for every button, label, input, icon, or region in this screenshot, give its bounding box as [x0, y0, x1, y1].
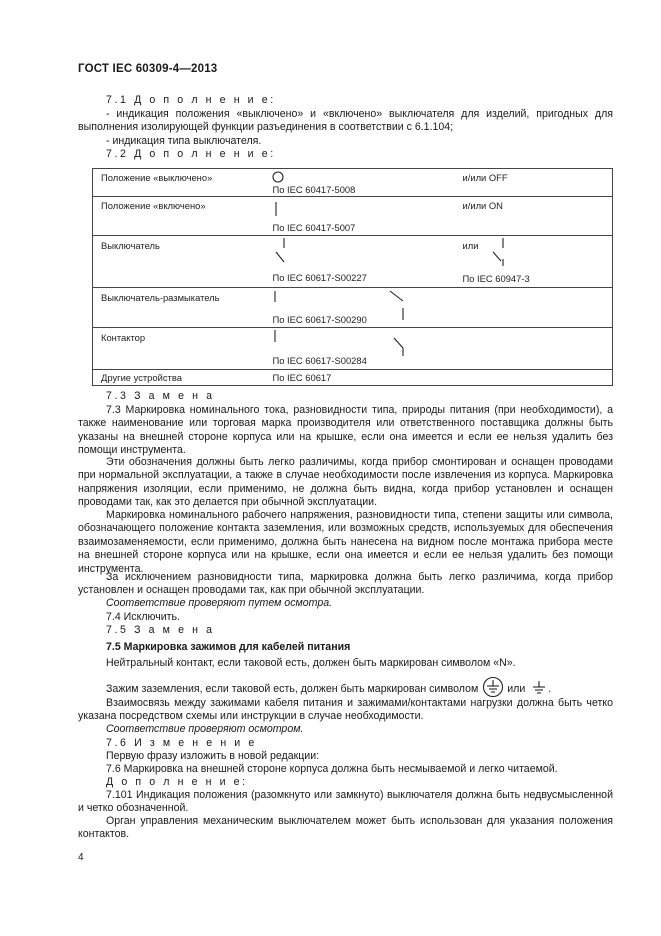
page-number: 4: [78, 852, 84, 863]
neutral-contact-text: Нейтральный контакт, если таковой есть, должен быть маркирован символом «N».: [106, 657, 516, 669]
section-7-2-heading: 7.2 Д о п о л н е н и е:: [106, 148, 276, 160]
row-ref: По IEC 60417-5007: [272, 222, 356, 233]
row-alt: и/или ON: [462, 200, 503, 211]
row-label: Контактор: [101, 332, 146, 343]
row-ref: По IEC 60617: [272, 372, 332, 383]
table-row: [93, 169, 613, 197]
section-7-5-heading: 7.5 З а м е н а: [106, 624, 215, 636]
section-7-4: 7.4 Исключить.: [106, 611, 180, 623]
terminals-relation: Взаимосвязь между зажимами кабеля питания и зажимами/контактами нагрузки должна быть четко указана посредством схемы или инструкции в случае необходимости.: [78, 697, 613, 723]
row-ref: По IEC 60617-S00290: [272, 314, 367, 325]
earth-terminal-line: [78, 676, 613, 698]
row-ref: По IEC 60617-S00284: [272, 355, 367, 366]
section-7-3-para-1: 7.3 Маркировка номинального тока, разновидности типа, природы питания (при необходимости), а также наименование или торговая марка производителя или ответственного поставщика должны быть указаны на внешней стороне корпуса или на крышке, если она имеется и если ее нельзя удалить без помощи инструмента.: [78, 404, 613, 457]
addition-item-1: - индикация положения «выключено» и «включено» выключателя для изделий, пригодных для выполнения изолирующей функции разъединения в соответствии с 6.1.104;: [78, 108, 613, 134]
section-7-5-title: 7.5 Маркировка зажимов для кабелей питания: [106, 641, 351, 653]
table-row: [93, 288, 613, 328]
earth-end: .: [548, 683, 552, 695]
table-row: [93, 370, 613, 386]
row-ref: По IEC 60617-S00227: [272, 272, 367, 283]
section-7-3-para-4: За исключением разновидности типа, маркировка должна быть легко различима, когда прибор установлен и оснащен проводами так, как при обычной эксплуатации.: [78, 571, 613, 597]
on-line-icon: [274, 202, 280, 218]
document-header: ГОСТ IEC 60309-4—2013: [78, 63, 218, 75]
section-7-3-para-3: Маркировка номинального рабочего напряжения, разновидности типа, степени защиты или символа, обозначающего положение контакта заземления, или возможных средств, используемых для обеспечения взаимозаменяемости, если применимо, должна быть нанесена на видном после монтажа прибора месте на внешней стороне корпуса или на крышке, если она имеется и если ее нельзя удалить без помощи инструмента.: [78, 509, 613, 575]
control-organ-text: Орган управления механическим выключателем может быть использован для указания положения контактов.: [78, 815, 613, 841]
table-row: [93, 197, 613, 236]
section-7-3-para-2: Эти обозначения должны быть легко различимы, когда прибор смонтирован и оснащен проводами при нормальной эксплуатации, а также в случае необходимости после извлечения из корпуса. Маркировка напряжения изоляции, если применимо, не должна быть видна, когда прибор установлен и оснащен проводами так, как это делается при обычной эксплуатации.: [78, 456, 613, 509]
row-label: Положение «включено»: [101, 200, 206, 211]
row-label: Выключатель: [101, 240, 160, 251]
table-row: [93, 236, 613, 288]
addition-heading: Д о п о л н е н и е:: [106, 776, 248, 788]
row-label: Выключатель-размыкатель: [101, 292, 220, 303]
symbols-table: [92, 168, 613, 386]
row-label: Другие устройства: [101, 372, 182, 383]
row-alt: или: [462, 240, 479, 251]
section-7-1-heading: 7.1 Д о п о л н е н и е:: [106, 94, 276, 106]
section-7-6-text: 7.6 Маркировка на внешней стороне корпуса должна быть несмываемой и легко читаемой.: [106, 763, 558, 775]
row-alt: и/или OFF: [462, 172, 508, 183]
table-row: [93, 328, 613, 370]
section-7-6-intro: Первую фразу изложить в новой редакции:: [106, 750, 320, 762]
protective-earth-icon: [482, 676, 506, 698]
row-ref-2: По IEC 60947-3: [462, 273, 530, 284]
off-circle-icon: [272, 171, 284, 183]
section-7-5-check: Соответствие проверяют осмотром.: [106, 723, 304, 735]
earth-text: Зажим заземления, если таковой есть, должен быть маркирован символом: [106, 683, 479, 695]
section-7-6-heading: 7.6 И з м е н е н и е: [106, 737, 257, 749]
row-label: Положение «выключено»: [101, 172, 213, 183]
switch-symbol-icon: [272, 238, 302, 268]
switch-alt-symbol-icon: [489, 238, 519, 268]
section-7-3-heading: 7.3 З а м е н а: [106, 390, 215, 402]
earth-or: или: [507, 683, 526, 695]
row-ref: По IEC 60417-5008: [272, 184, 356, 195]
section-7-3-check: Соответствие проверяют путем осмотра.: [106, 597, 333, 609]
section-7-101: 7.101 Индикация положения (разомкнуто или замкнуто) выключателя должна быть недвусмысленной и четко обозначенной.: [78, 789, 613, 815]
earth-ground-icon: [532, 681, 548, 695]
addition-item-2: - индикация типа выключателя.: [106, 135, 262, 147]
